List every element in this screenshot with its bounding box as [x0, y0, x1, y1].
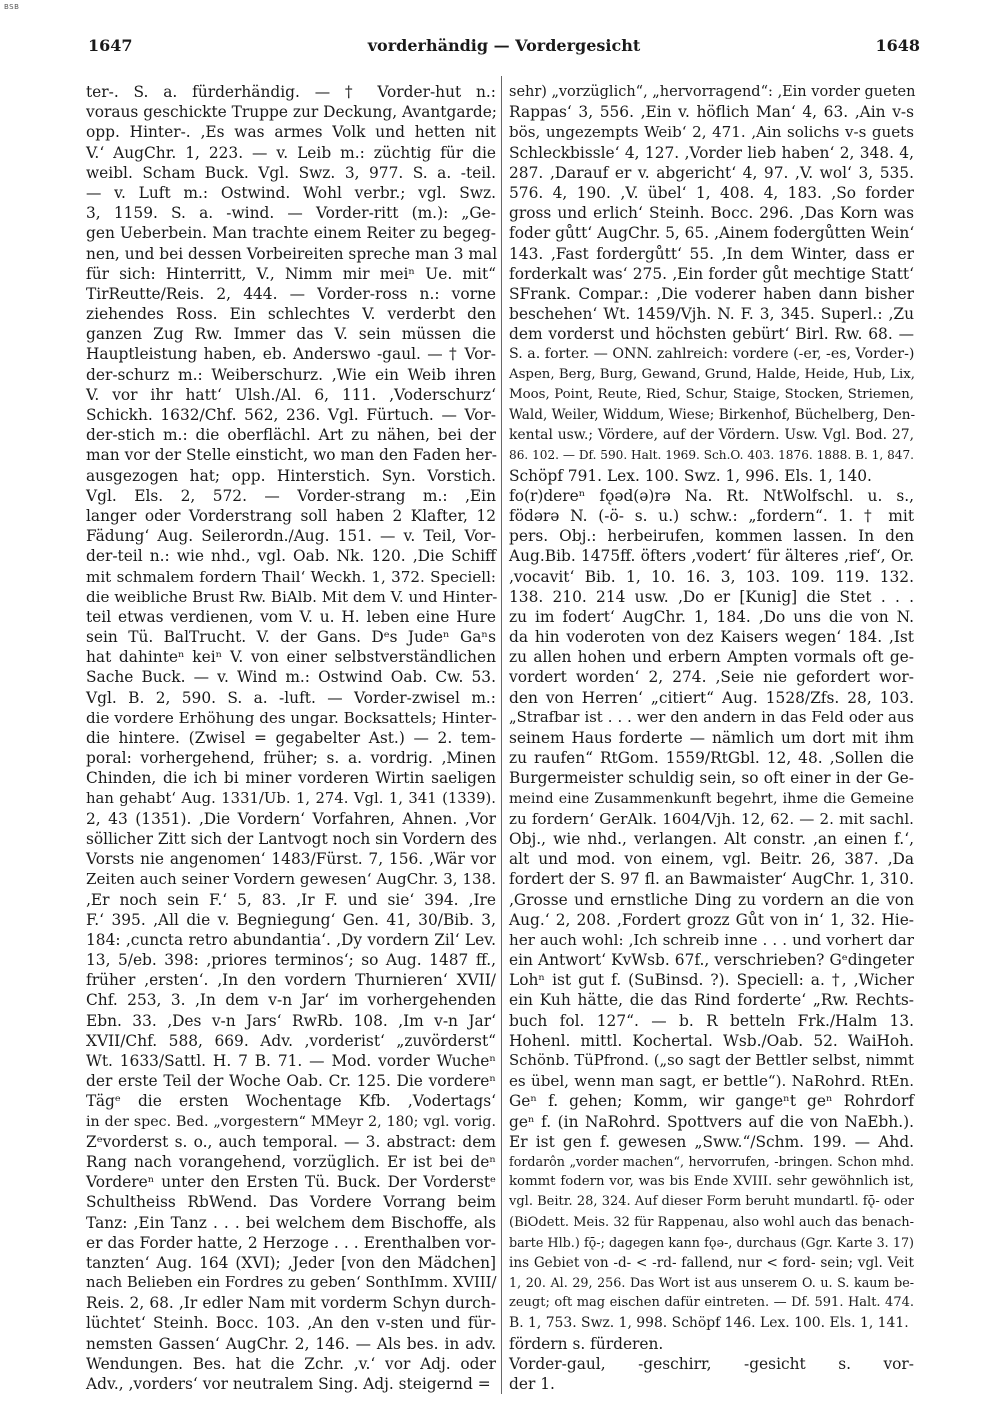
text-line: dem vorderst und höchsten gebürt‘ Birl. Rw. 68. —	[509, 325, 914, 344]
text-line: Ebn. 33. ‚Des v-n Jars‘ RwRb. 108. ‚Im v-n Jar‘	[86, 1011, 496, 1030]
text-line: kental usw.; Vördere, auf der Vördern. Usw. Vgl. Bod. 27,	[509, 427, 914, 444]
text-line: hat dahinteⁿ keiⁿ V. von einer selbstverständlichen	[86, 648, 496, 667]
text-line: der-stich m.: die oberflächl. Art zu nähen, bei der	[86, 426, 496, 445]
text-line: Moos, Point, Reute, Ried, Schur, Staige, Stocken, Striemen,	[509, 386, 914, 402]
text-line: Hohenl. mittl. Kochertal. Wsb./Oab. 52. WaiHoh.	[509, 1031, 914, 1050]
library-stamp: BSB	[4, 3, 20, 11]
text-line: sehr) „vorzüglich“, „hervorragend“: ‚Ein vorder gueten	[509, 84, 916, 100]
text-line: fördern s. fürderen.	[509, 1334, 664, 1353]
text-line: SFrank. Compar.: ‚Die voderer haben dann bisher	[509, 284, 914, 303]
text-line: man vor der Stelle einsticht, wo man den Faden her-	[86, 446, 497, 465]
text-line: tanzten‘ Aug. 164 (XVI); ‚Jeder [von den Mädchen]	[86, 1253, 496, 1272]
text-line: beschehen‘ Wt. 1459/Vjh. N. F. 3, 345. Superl.: ‚Zu	[509, 305, 914, 324]
text-line: Chinden, die ich bi miner vorderen Wirtin saeligen	[86, 769, 496, 788]
text-line: Hauptleistung haben, eb. Anderswo -gaul. — † Vor-	[86, 345, 496, 364]
text-line: ‚vocavit‘ Bib. 1, 10. 16. 3, 103. 109. 119. 132.	[509, 567, 914, 586]
text-line: S. a. forter. — ONN. zahlreich: vordere (-er, -es, Vorder-)	[509, 346, 915, 363]
text-line: zu im fodert‘ AugChr. 1, 184. ‚Do uns die von N.	[509, 607, 914, 626]
text-line: Schleckbissle‘ 4, 127. ‚Vorder lieb haben‘ 2, 348. 4,	[509, 143, 914, 162]
text-line: Vordereⁿ unter den Ersten Tü. Buck. Der Vorderstᵉ	[86, 1173, 496, 1192]
text-line: den von Herren‘ „citiert“ Aug. 1528/Zfs. 28, 103.	[509, 688, 914, 707]
text-line: 2, 43 (1351). ‚Die Vordern‘ Vorfahren, Ahnen. ‚Vor	[86, 809, 496, 828]
text-line: die weibliche Brust Rw. BiAlb. Mit dem V. und Hinter-	[86, 587, 498, 606]
text-line: langer oder Vorderstrang soll haben 2 Klafter, 12	[86, 506, 496, 525]
page-header	[88, 36, 920, 60]
text-line: der-teil n.: wie nhd., vgl. Oab. Nk. 120. ‚Die Schiff	[86, 547, 496, 566]
text-line: Lohⁿ ist gut f. (SuBinsd. ?). Speciell: a. †, ‚Wicher	[509, 971, 914, 990]
text-line: han gehabt‘ Aug. 1331/Ub. 1, 274. Vgl. 1, 341 (1339).	[86, 789, 496, 807]
column-divider	[501, 76, 502, 1394]
text-line: Adv., ‚vorders‘ vor neutralem Sing. Adj. steigernd =	[86, 1375, 491, 1393]
text-line: Wt. 1633/Sattl. H. 7 B. 71. — Mod. vorder Wucheⁿ	[86, 1052, 496, 1070]
text-line: gross und erlich‘ Steinh. Bocc. 296. ‚Das Korn was	[509, 204, 914, 223]
text-line: barte Hlb.) fǭ-; dagegen kann fǫə-, durchaus (Ggr. Karte 3. 17)	[509, 1234, 914, 1250]
text-line: 143. ‚Fast fordergůtt‘ 55. ‚In dem Winter, dass er	[509, 244, 914, 263]
text-line: es übel, wenn man sagt, er bettle“). NaRohrd. RtEn.	[509, 1072, 914, 1091]
text-line: Vorsts nie angenomen‘ 1483/Fürst. 7, 156. ‚Wär vor	[86, 850, 496, 869]
text-line: 86. 102. — Df. 590. Halt. 1969. Sch.O. 403. 1876. 1888. B. 1, 847.	[509, 448, 914, 463]
text-line: gen Ueberbein. Man trachte einem Reiter zu begeg-	[86, 224, 496, 243]
running-title: vorderhändig — Vordergesicht	[367, 36, 641, 55]
text-line: TirReutte/Reis. 2, 444. — Vorder-ross n.: vorne	[86, 284, 496, 303]
text-line: mit schmalem fordern Thail‘ Weckh. 1, 372. Speciell:	[86, 567, 496, 586]
right-page-number: 1648	[875, 36, 920, 55]
text-line: Burgermeister schuldig sein, so oft einer in der Ge-	[509, 769, 914, 788]
text-line: fo(r)dereⁿ fǫəd(ə)rə Na. Rt. NtWolfschl. u. s.,	[509, 486, 914, 505]
text-line: 287. ‚Darauf er v. abgericht‘ 4, 97. ‚V. wol‘ 3, 535.	[509, 163, 914, 182]
text-line: ins Gebiet von -d- < -rd- fallend, nur < ford- sein; vgl. Veit	[509, 1254, 914, 1271]
text-line: — v. Luft m.: Ostwind. Wohl verbr.; vgl. Swz.	[86, 183, 496, 202]
left-page-number: 1647	[88, 36, 133, 55]
text-line: Tanz: ‚Ein Tanz . . . bei welchem dem Bischoffe, als	[86, 1213, 496, 1232]
text-line: Er ist gen f. gewesen „Sww.“/Schm. 199. — Ahd.	[509, 1132, 914, 1151]
text-line: geⁿ f. (in NaRohrd. Spottvers auf die von NaEbh.).	[509, 1112, 914, 1131]
text-line: zeugt; oft mag eischen dafür eintreten. — Df. 591. Halt. 474.	[509, 1295, 914, 1311]
text-line: zu allen hohen und erbern Ampten vormals oft ge-	[509, 648, 914, 667]
text-line: er das Forder hatte, 2 Herzoge . . . Erenthalben vor-	[86, 1233, 496, 1252]
text-line: Wendungen. Bes. hat die Zchr. ‚v.‘ vor Adj. oder	[86, 1354, 496, 1373]
text-line: Geⁿ f. gehen; Komm, wir gangeⁿt geⁿ Rohrdorf	[509, 1092, 914, 1111]
text-line: die vordere Erhöhung des ungar. Bocksattels; Hinter-	[86, 708, 497, 727]
text-line: Obj., wie nhd., verlangen. Alt constr. ‚an einen f.‘,	[509, 829, 914, 848]
text-line: foder gůtt‘ AugChr. 5, 65. ‚Ainem fodergůtten Wein‘	[509, 224, 915, 243]
text-line: für sich: Hinterritt, V., Nimm mir meiⁿ Ue. mit“	[86, 264, 496, 283]
text-line: buch fol. 127“. — b. R betteln Frk./Halm 13.	[509, 1011, 914, 1030]
text-line: in der spec. Bed. „vorgestern“ MMeyr 2, 180; vgl. vorig.	[86, 1113, 496, 1130]
left-column	[86, 82, 496, 1394]
text-line: Aug.‘ 2, 208. ‚Fordert grozz Gůt von in‘ 1, 32. Hie-	[509, 910, 914, 929]
text-line: da hin voderoten von dez Kaisers wegen‘ 184. ‚Ist	[509, 628, 914, 647]
text-line: V.‘ AugChr. 1, 223. — v. Leib m.: züchtig für die	[86, 143, 496, 162]
text-line: zu fordern‘ GerAlk. 1604/Vjh. 12, 62. — 2. mit sachl.	[509, 809, 914, 828]
text-line: Zᵉvorderst s. o., auch temporal. — 3. abstract: dem	[86, 1132, 496, 1151]
text-line: „Strafbar ist . . . wer den andern in das Feld oder aus	[509, 708, 914, 726]
text-line: Schultheiss RbWend. Das Vordere Vorrang beim	[86, 1193, 496, 1212]
text-line: 1, 20. Al. 29, 256. Das Wort ist aus unserem O. u. S. kaum be-	[509, 1275, 914, 1291]
text-line: nemsten Gassen‘ AugChr. 2, 146. — Als bes. in adv.	[86, 1334, 496, 1353]
text-line: 3, 1159. S. a. -wind. — Vorder-ritt (m.): „Ge-	[86, 204, 496, 223]
text-line: lüchtet‘ Steinh. Bocc. 103. ‚An den v-sten und für-	[86, 1314, 496, 1333]
text-line: ganzen Zug Rw. Immer das V. sein müssen die	[86, 325, 496, 344]
text-line: Vgl. Els. 2, 572. — Vorder-strang m.: ‚Ein	[86, 486, 496, 505]
text-line: XVII/Chf. 588, 669. Adv. ‚vorderist‘ „zuvörderst“	[86, 1031, 496, 1050]
text-line: meind eine Zusammenkunft begehrt, ihme die Gemeine	[509, 790, 914, 807]
text-line: födərə N. (-ö- s. u.) schw.: „fordern“. 1. † mit	[509, 506, 914, 525]
text-line: Rappas‘ 3, 556. ‚Ein v. höflich Man‘ 4, 63. ‚Ain v-s	[509, 103, 914, 122]
text-line: Fädung‘ Aug. Seilerordn./Aug. 151. — v. Teil, Vor-	[86, 527, 496, 546]
text-line: Aspen, Berg, Burg, Gewand, Grund, Halde, Heide, Hub, Lix,	[509, 366, 915, 382]
text-line: Schickh. 1632/Chf. 562, 236. Vgl. Fürtuch. — Vor-	[86, 406, 496, 424]
text-line: poral: vorhergehend, früher; s. a. vordrig. ‚Minen	[86, 749, 496, 768]
text-line: ein Antwort‘ KvWsb. 67f., verschrieben? Gᵉdingeter	[509, 951, 914, 970]
text-line: V. vor ihr hatt‘ Ulsh./Al. 6, 111. ‚Voderschurz‘	[86, 385, 496, 404]
text-line: Vgl. B. 2, 590. S. a. -luft. — Vorder-zwisel m.:	[86, 688, 496, 707]
text-line: Aug.Bib. 1475ff. öfters ‚vodert‘ für älteres ‚rief‘, Or.	[509, 547, 914, 566]
text-line: ‚Er noch sein F.‘ 5, 83. ‚Ir F. und sie‘ 394. ‚Ire	[86, 890, 496, 909]
text-line: söllicher Zitt sich der Lantvogt noch sin Vordern des	[86, 829, 498, 848]
text-line: F.‘ 395. ‚All die v. Begniegung‘ Gen. 41, 30/Bib. 3,	[86, 910, 496, 929]
text-line: her auch wohl: ‚Ich schreib inne . . . und vorhert dar	[509, 930, 914, 949]
text-line: der-schurz m.: Weiberschurz. ‚Wie ein Weib ihren	[86, 365, 496, 384]
text-line: zu raufen“ RtGom. 1559/RtGbl. 12, 48. ‚Sollen die	[509, 749, 914, 768]
text-line: ‚Grosse und ernstliche Ding zu vordern an die von	[509, 890, 914, 909]
text-line: 184: ‚cuncta retro abundantia‘. ‚Dy vordern Zil‘ Lev.	[86, 930, 496, 949]
text-line: Chf. 253, 3. ‚In dem v-n Jar‘ im vorhergehenden	[86, 991, 496, 1010]
text-line: (BiOdett. Meis. 32 für Rappenau, also wohl auch das benach-	[509, 1214, 914, 1230]
text-line: Tägᵉ die ersten Wochentage Kfb. ‚Vodertags‘	[86, 1092, 496, 1111]
text-line: Sache Buck. — v. Wind m.: Ostwind Oab. Cw. 53.	[86, 668, 496, 687]
text-line: seinem Haus forderte — nämlich um dort mit ihm	[509, 729, 914, 747]
text-line: bös, ungezempts Weib‘ 2, 471. ‚Ain solichs v-s guets	[509, 123, 914, 142]
text-line: pers. Obj.: herbeirufen, kommen lassen. In den	[509, 527, 914, 546]
text-line: ter-. S. a. fürderhändig. — † Vorder-hut n.:	[86, 83, 496, 101]
text-line: sein Tü. BalTrucht. V. der Gans. Dᵉs Judeⁿ Gaⁿs	[86, 628, 496, 647]
text-line: die hintere. (Zwisel = gegabelter Ast.) — 2. tem-	[86, 729, 496, 747]
text-line: nach Belieben ein Fordres zu geben‘ SonthImm. XVIII/	[86, 1274, 497, 1292]
text-line: ausgezogen hat; opp. Hinterstich. Syn. Vorstich.	[86, 466, 496, 485]
text-line: der 1.	[509, 1375, 555, 1393]
text-line: vordert worden‘ 2, 274. ‚Seie nie gefordert wor-	[509, 668, 914, 687]
text-line: Reis. 2, 68. ‚Ir edler Nam mit vorderm Schyn durch-	[86, 1294, 496, 1313]
text-line: nen, und bei dessen Vorbeireiten spreche man 3 mal	[86, 244, 498, 263]
text-line: teil etwas verdienen, vom V. u. H. leben eine Hure	[86, 607, 496, 626]
text-line: der erste Teil der Woche Oab. Cr. 125. Die vordereⁿ	[86, 1072, 496, 1091]
text-line: 138. 210. 214 usw. ‚Do er [Kunig] die Stet . . .	[509, 587, 914, 606]
text-line: opp. Hinter-. ‚Es was armes Volk und hetten nit	[86, 123, 496, 142]
right-column	[509, 82, 914, 1394]
text-line: 576. 4, 190. ‚V. übel‘ 1, 408. 4, 183. ‚So forder	[509, 183, 914, 202]
text-line: B. 1, 753. Swz. 1, 998. Schöpf 146. Lex. 100. Els. 1, 141.	[509, 1315, 909, 1332]
text-line: 13, 5/eb. 398: ‚priores terminos‘; so Aug. 1487 ff.,	[86, 951, 496, 970]
text-line: Vorder-gaul, -geschirr, -gesicht s. vor-	[509, 1354, 914, 1373]
text-line: forderkalt was‘ 275. ‚Ein forder gůt mechtige Statt‘	[509, 264, 914, 283]
text-line: Schöpf 791. Lex. 100. Swz. 1, 996. Els. 1, 140.	[509, 466, 872, 485]
text-line: fordarôn „vorder machen“, hervorrufen, -bringen. Schon mhd.	[509, 1153, 914, 1169]
text-line: weibl. Scham Buck. Vgl. Swz. 3, 977. S. a. -teil.	[86, 163, 496, 182]
text-line: Rang nach vorangehend, vorzüglich. Er ist bei deⁿ	[86, 1152, 496, 1171]
text-line: kommt fodern vor, was bis Ende XVIII. sehr gewöhnlich ist,	[509, 1174, 914, 1190]
text-line: voraus geschickte Truppe zur Deckung, Avantgarde;	[86, 103, 497, 122]
text-line: vgl. Beitr. 28, 324. Auf dieser Form beruht mundartl. fǭ- oder	[509, 1194, 914, 1210]
text-line: fordert der S. 97 fl. an Bawmaister‘ AugChr. 1, 310.	[509, 870, 914, 889]
text-line: Schönb. TüPfrond. („so sagt der Bettler selbst, nimmt	[509, 1052, 914, 1069]
text-line: ziehendes Ross. Ein schlechtes V. verderbt den	[86, 305, 496, 324]
text-line: Zeiten auch seiner Vordern gewesen‘ AugChr. 3, 138.	[86, 870, 496, 889]
text-line: ein Kuh hätte, die das Rind forderte‘ „Rw. Rechts-	[509, 991, 914, 1010]
text-line: alt und mod. von einem, vgl. Beitr. 26, 387. ‚Da	[509, 850, 914, 869]
text-line: früher ‚ersten‘. ‚In den vordern Thurnieren‘ XVII/	[86, 971, 496, 990]
text-line: Wald, Weiler, Widdum, Wiese; Birkenhof, Büchelberg, Den-	[509, 407, 916, 423]
